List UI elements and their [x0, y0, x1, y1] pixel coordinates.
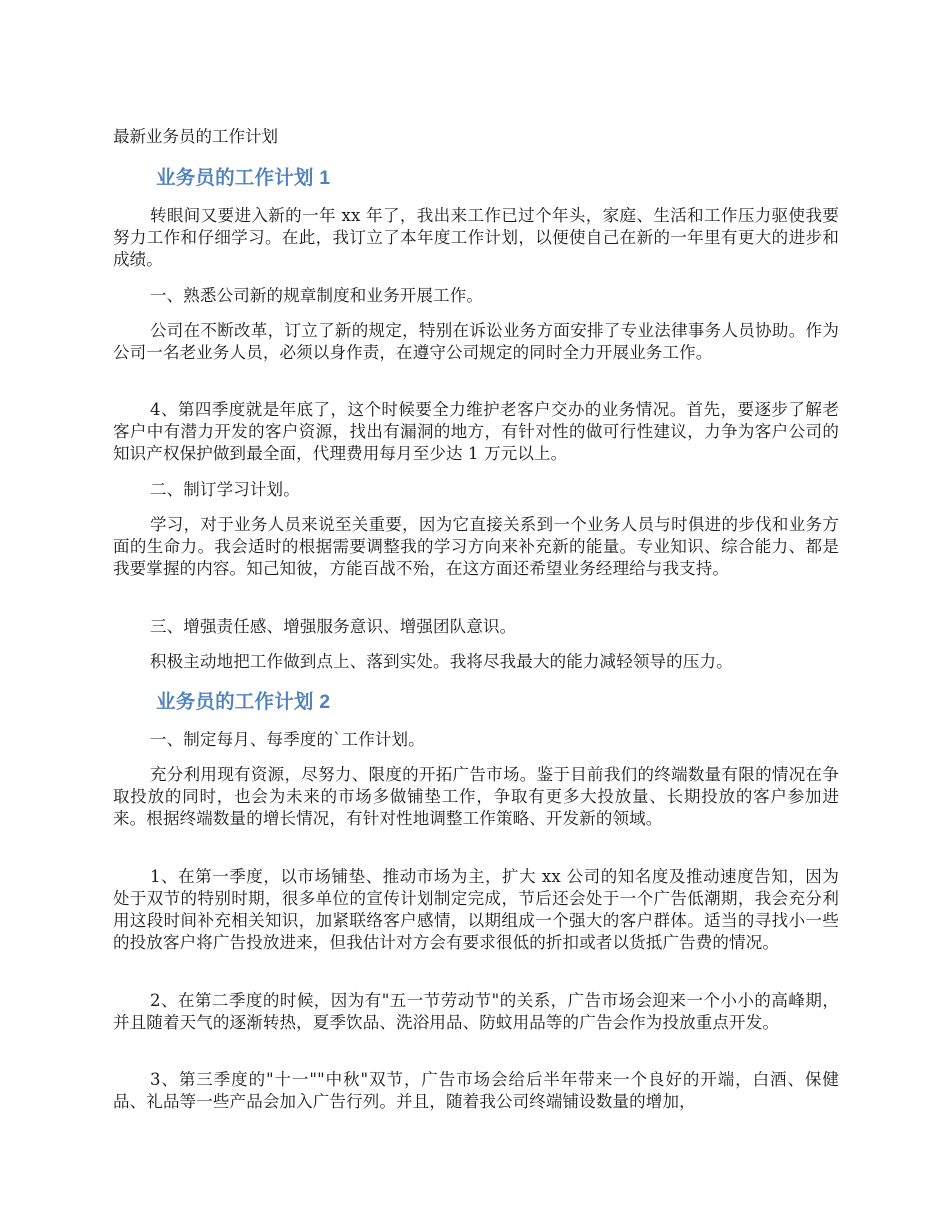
- paragraph: 公司在不断改革，订立了新的规定，特别在诉讼业务方面安排了专业法律事务人员协助。作为公司一名老业务人员，必须以身作责，在遵守公司规定的同时全力开展业务工作。: [113, 321, 839, 362]
- paragraph: 转眼间又要进入新的一年 xx 年了，我出来工作已过个年头，家庭、生活和工作压力驱使我要努力工作和仔细学习。在此，我订立了本年度工作计划，以便使自己在新的一年里有更大的进步和成绩。: [113, 206, 839, 269]
- paragraph: 1、在第一季度，以市场铺垫、推动市场为主，扩大 xx 公司的知名度及推动速度告知，因为处于双节的特别时期，很多单位的宣传计划制定完成，节后还会处于一个广告低潮期，我会充分利用这段时间补充相关知识，加紧联络客户感情，以期组成一个强大的客户群体。适当的寻找小一些的投放客户将广告投放进来，但我估计对方会有要求很低的折扣或者以货抵广告费的情况。: [113, 867, 839, 952]
- paragraph: 4、第四季度就是年底了，这个时候要全力维护老客户交办的业务情况。首先，要逐步了解老客户中有潜力开发的客户资源，找出有漏洞的地方，有针对性的做可行性建议，力争为客户公司的知识产权保护做到最全面，代理费用每月至少达 1 万元以上。: [113, 400, 839, 463]
- paragraph: 学习，对于业务人员来说至关重要，因为它直接关系到一个业务人员与时俱进的步伐和业务方面的生命力。我会适时的根据需要调整我的学习方向来补充新的能量。专业知识、综合能力、都是我要掌握的内容。知己知彼，方能百战不殆，在这方面还希望业务经理给与我支持。: [113, 515, 839, 578]
- section-heading-1: 业务员的工作计划 1: [156, 167, 331, 189]
- paragraph: 一、制定每月、每季度的`工作计划。: [150, 730, 425, 749]
- paragraph: 3、第三季度的"十一""中秋"双节，广告市场会给后半年带来一个良好的开端，白酒、保健品、礼品等一些产品会加入广告行列。并且，随着我公司终端铺设数量的增加，: [113, 1070, 839, 1111]
- section-heading-2: 业务员的工作计划 2: [156, 691, 331, 713]
- paragraph: 积极主动地把工作做到点上、落到实处。我将尽我最大的能力减轻领导的压力。: [150, 652, 733, 671]
- paragraph: 二、制订学习计划。: [150, 480, 300, 499]
- paragraph: 充分利用现有资源，尽努力、限度的开拓广告市场。鉴于目前我们的终端数量有限的情况在争取投放的同时，也会为未来的市场多做铺垫工作，争取有更多大投放量、长期投放的客户参加进来。根据终端数量的增长情况，有针对性地调整工作策略、开发新的领域。: [113, 765, 839, 828]
- paragraph: 三、增强责任感、增强服务意识、增强团队意识。: [150, 617, 517, 636]
- paragraph: 一、熟悉公司新的规章制度和业务开展工作。: [150, 286, 483, 305]
- paragraph: 2、在第二季度的时候，因为有"五一节劳动节"的关系，广告市场会迎来一个小小的高峰期，并且随着天气的逐渐转热，夏季饮品、洗浴用品、防蚊用品等的广告会作为投放重点开发。: [113, 991, 839, 1032]
- document-title: 最新业务员的工作计划: [113, 127, 278, 146]
